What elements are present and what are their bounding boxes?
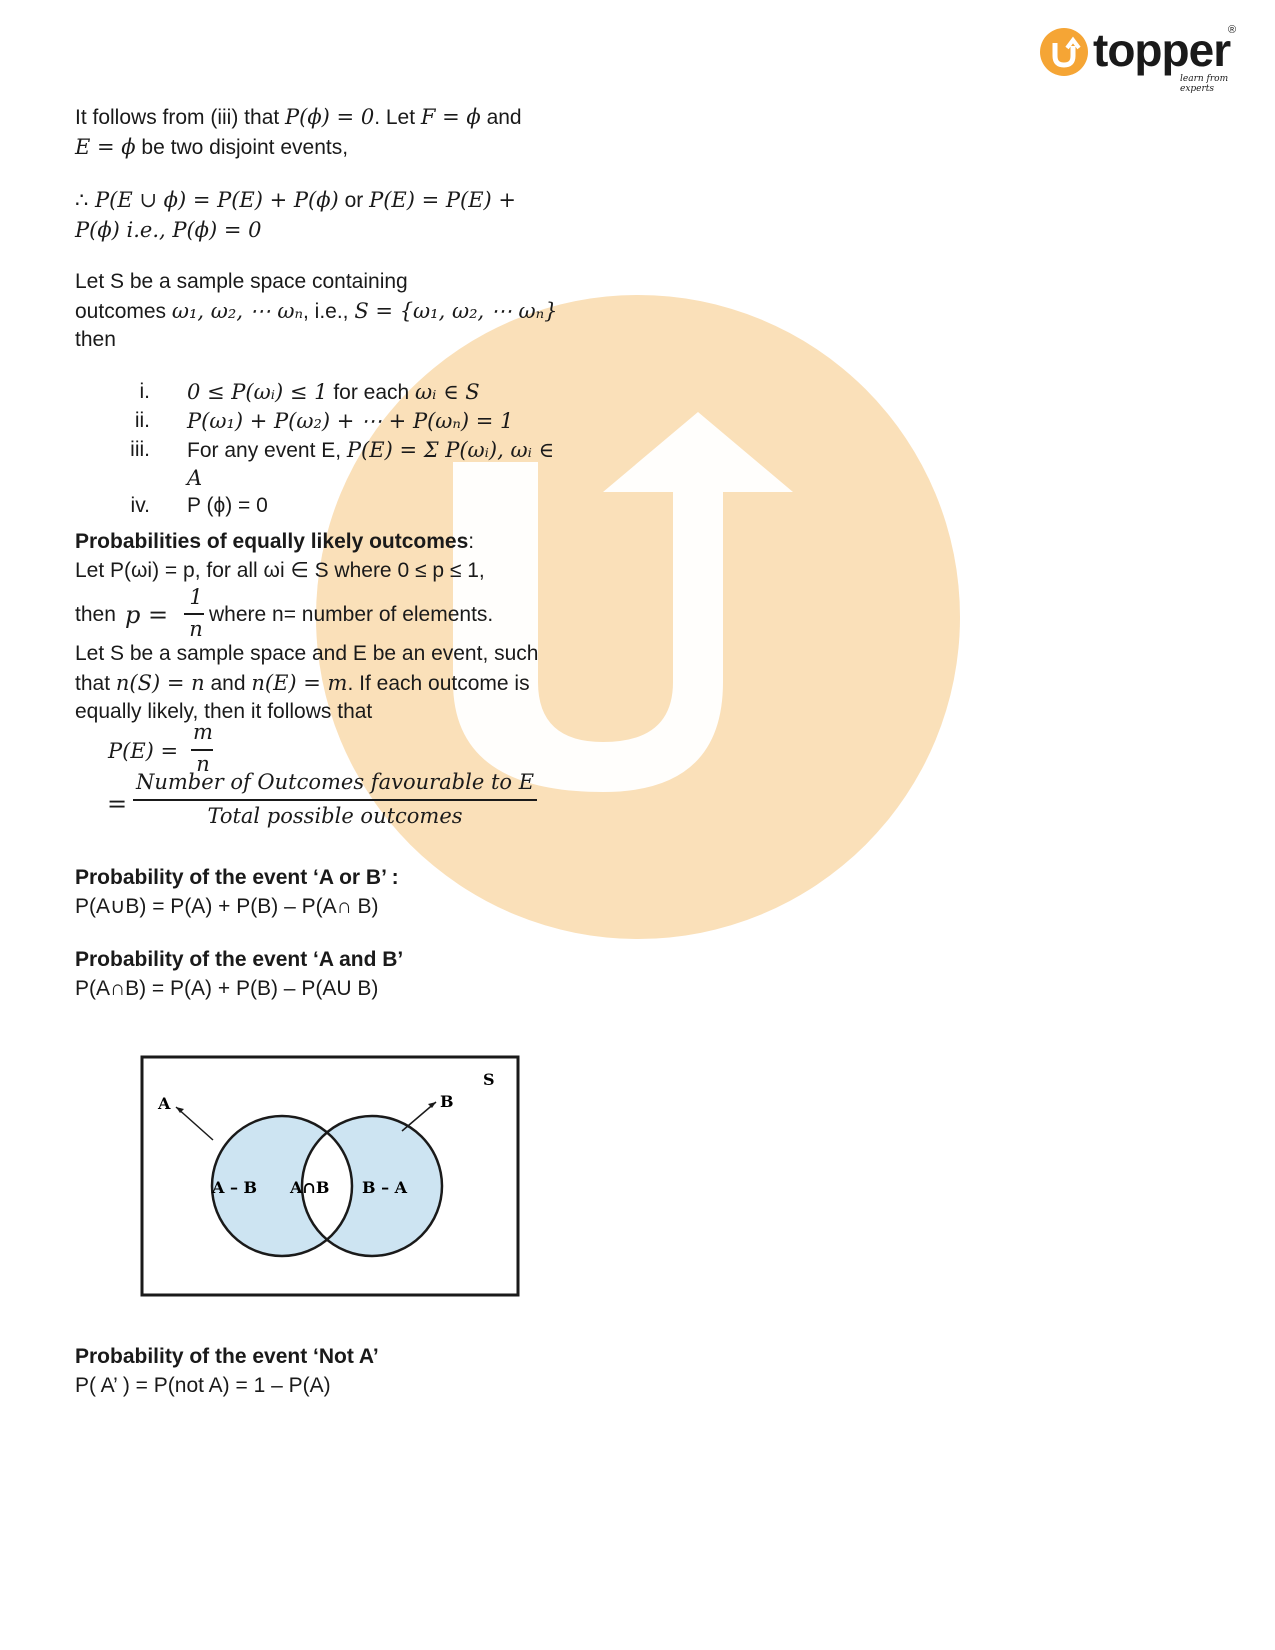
equals-sign: = (107, 790, 128, 818)
para3-line1: Let S be a sample space containing (75, 270, 408, 293)
math: P(E ∪ ϕ) = P(E) + P(ϕ) (95, 188, 339, 212)
fraction-bar (133, 799, 537, 801)
math: S = {ω₁, ω₂, ⋯ ωₙ} (354, 299, 558, 323)
text: be two disjoint events, (135, 136, 349, 159)
fraction-denominator: n (196, 752, 210, 776)
para2-line2: P(ϕ) i.e., P(ϕ) = 0 (75, 218, 262, 242)
logo-registered-mark: ® (1228, 24, 1237, 36)
fraction-bar (184, 613, 204, 615)
equally-likely-line4 (75, 669, 530, 698)
para3-line3: then (75, 328, 116, 351)
math: 0 ≤ P(ωᵢ) ≤ 1 (187, 380, 328, 404)
math: F = ϕ (420, 105, 481, 129)
fraction-bar (191, 749, 213, 751)
math: P(E) = Σ P(ωᵢ), ωᵢ ∈ (346, 438, 555, 462)
label-b-minus-a: B – A (362, 1178, 408, 1197)
logo-wordmark: topper (1093, 24, 1231, 76)
big-fraction-denominator: Total possible outcomes (207, 804, 463, 828)
text: outcomes (75, 300, 172, 323)
fraction-numerator: 1 (189, 585, 203, 609)
label-a-minus-b: A – B (212, 1178, 258, 1197)
text: that (75, 672, 116, 695)
pe-equals: P(E) = (108, 739, 179, 763)
para1-line1 (75, 103, 522, 132)
fraction-denominator: n (189, 617, 203, 641)
math: ωᵢ ∈ S (415, 380, 480, 404)
math: n(E) = m (251, 671, 348, 695)
para3-line2 (75, 297, 558, 326)
list-number: iv. (130, 494, 150, 517)
list-number: i. (139, 380, 150, 403)
math: ω₁, ω₂, ⋯ ωₙ (171, 299, 303, 323)
equally-likely-line1: Let P(ωi) = p, for all ωi ∈ S where 0 ≤ p ≤ 1, (75, 559, 485, 582)
text: and (204, 672, 252, 695)
p-equals: p = (125, 601, 169, 629)
not-a-formula: P( A’ ) = P(not A) = 1 – P(A) (75, 1374, 331, 1397)
text: or (338, 189, 370, 212)
fraction-numerator: m (193, 720, 213, 744)
label-s: S (483, 1070, 495, 1089)
math: P(E) = P(E) + (369, 188, 516, 212)
equally-likely-line5: equally likely, then it follows that (75, 700, 373, 723)
list-item (187, 378, 480, 407)
text: For any event E, (187, 439, 347, 462)
venn-diagram (140, 1055, 520, 1297)
logo-u-icon (1040, 28, 1088, 76)
equally-likely-heading (75, 528, 474, 556)
a-or-b-heading: Probability of the event ‘A or B’ : (75, 866, 399, 889)
heading-text: Probabilities of equally likely outcomes (75, 530, 469, 553)
text: and (480, 106, 522, 129)
para2-line1 (75, 186, 516, 215)
equally-likely-then: then (75, 603, 116, 626)
list-number: ii. (134, 409, 150, 432)
a-or-b-formula: P(A∪B) = P(A) + P(B) – P(A∩ B) (75, 895, 379, 918)
text: , i.e., (303, 300, 355, 323)
colon: : (468, 530, 475, 553)
text: It follows from (iii) that (75, 106, 286, 129)
text: . Let (374, 106, 421, 129)
therefore-symbol: ∴ (75, 188, 96, 212)
math: E = ϕ (75, 135, 136, 159)
math: n(S) = n (115, 671, 205, 695)
topper-logo (1040, 20, 1240, 94)
equally-likely-line3: Let S be a sample space and E be an event, such (75, 642, 539, 665)
math: P(ϕ) = 0 (285, 105, 375, 129)
list-item-continuation: A (187, 466, 203, 490)
list-item: P(ω₁) + P(ω₂) + ⋯ + P(ωₙ) = 1 (187, 409, 514, 433)
text: . If each outcome is (347, 672, 530, 695)
not-a-heading: Probability of the event ‘Not A’ (75, 1345, 379, 1368)
label-a: A (158, 1094, 171, 1113)
list-item (187, 436, 554, 465)
list-item: P (ϕ) = 0 (187, 494, 268, 517)
equally-likely-where: where n= number of elements. (209, 603, 494, 626)
label-a-cap-b: A∩B (290, 1178, 330, 1197)
big-fraction-numerator: Number of Outcomes favourable to E (135, 770, 535, 794)
text: for each (327, 381, 416, 404)
a-and-b-formula: P(A∩B) = P(A) + P(B) – P(AU B) (75, 977, 379, 1000)
para1-line2 (75, 133, 348, 162)
label-b: B (440, 1092, 454, 1111)
list-number: iii. (130, 438, 150, 461)
a-and-b-heading: Probability of the event ‘A and B’ (75, 948, 404, 971)
logo-tagline: learn from experts (1180, 74, 1229, 94)
